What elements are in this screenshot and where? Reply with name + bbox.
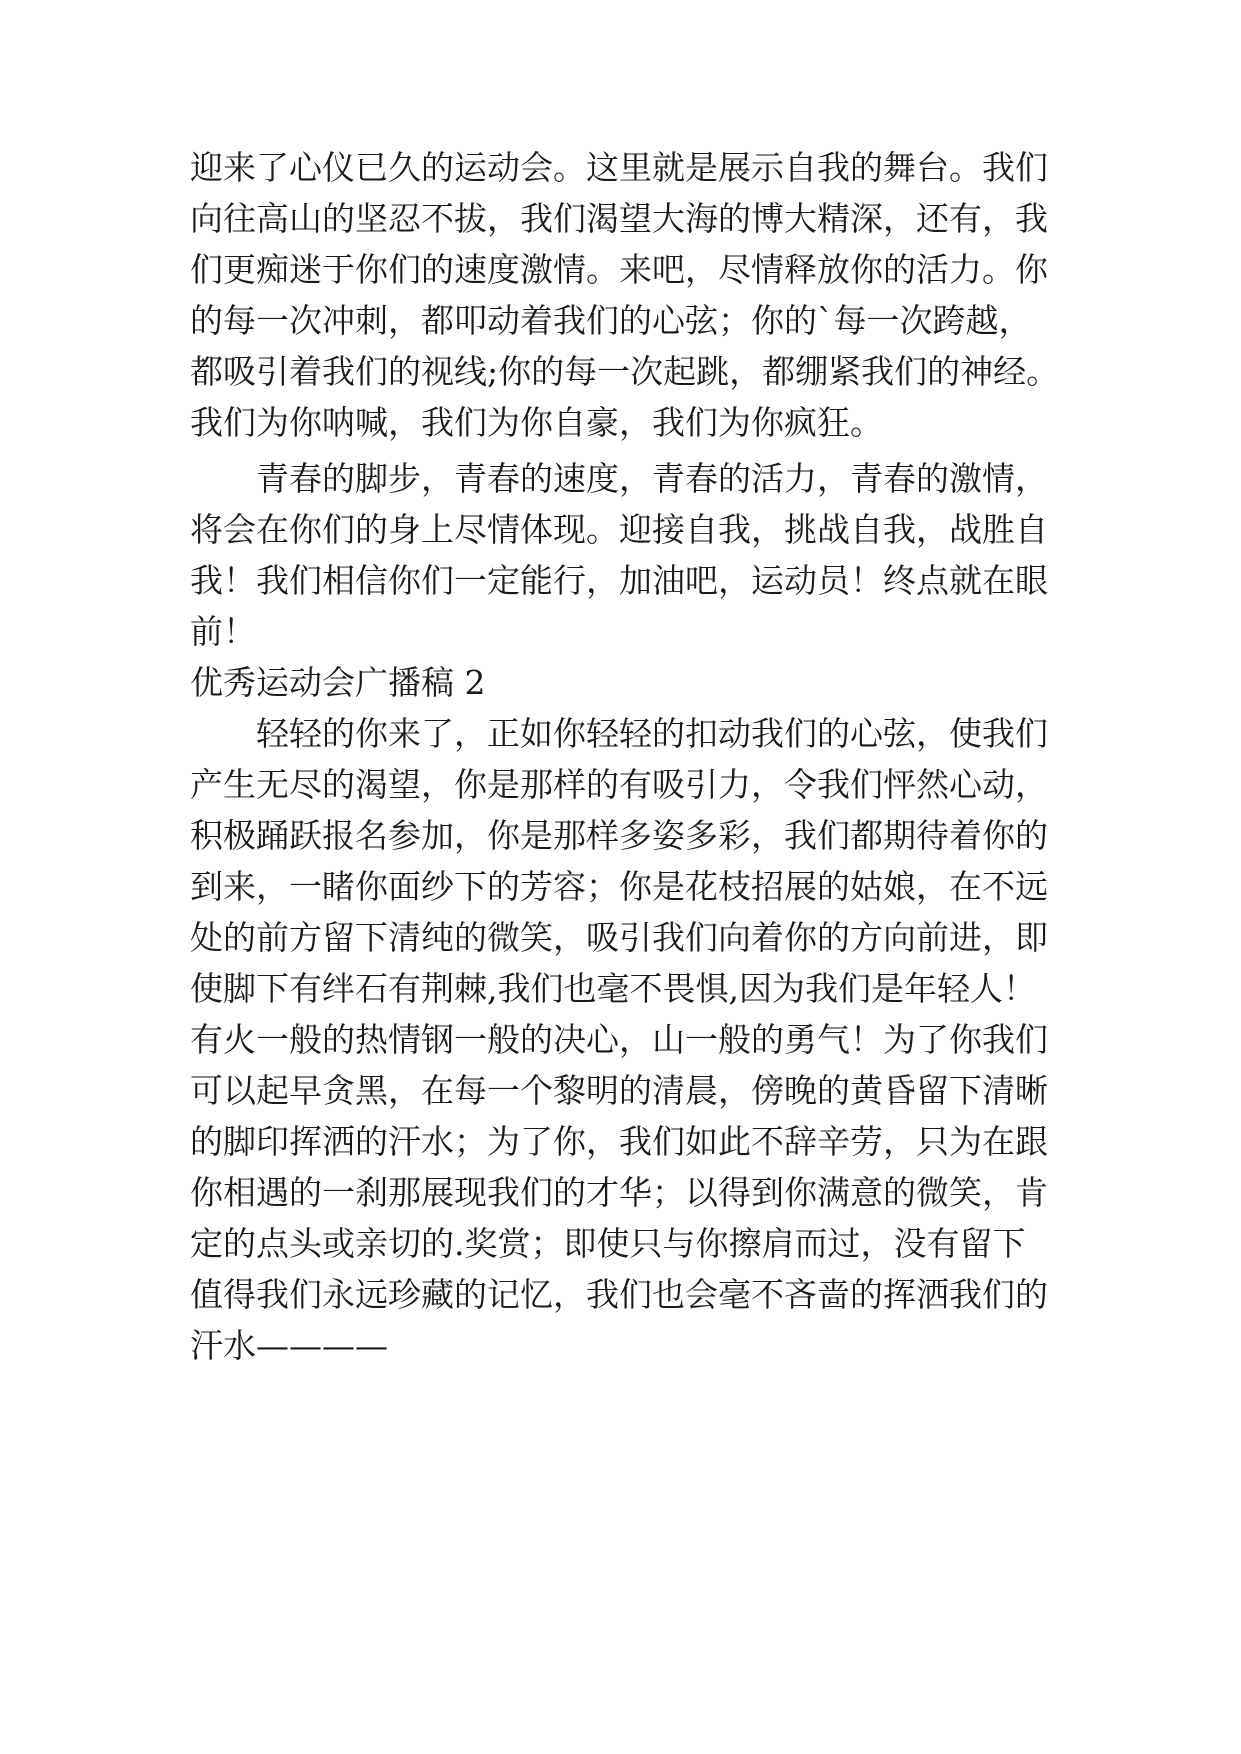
paragraph-3-line-6: 使脚下有绊石有荆棘,我们也毫不畏惧,因为我们是年轻人！: [190, 969, 1036, 1008]
paragraph-1-line-4: 的每一次冲刺，都叩动着我们的心弦；你的`每一次跨越，: [190, 301, 1032, 340]
paragraph-1-line-6: 我们为你呐喊，我们为你自豪，我们为你疯狂。: [190, 403, 883, 442]
paragraph-2-line-3: 我！我们相信你们一定能行，加油吧，运动员！终点就在眼: [190, 561, 1048, 600]
paragraph-1-line-3: 们更痴迷于你们的速度激情。来吧，尽情释放你的活力。你: [190, 250, 1048, 289]
paragraph-3-line-3: 积极踊跃报名参加，你是那样多姿多彩，我们都期待着你的: [190, 816, 1048, 855]
paragraph-3-line-11: 定的点头或亲切的.奖赏；即使只与你擦肩而过，没有留下: [190, 1224, 1026, 1263]
paragraph-3-line-2: 产生无尽的渴望，你是那样的有吸引力，令我们怦然心动，: [190, 765, 1048, 804]
paragraph-2-line-2: 将会在你们的身上尽情体现。迎接自我，挑战自我，战胜自: [190, 510, 1048, 549]
paragraph-3-line-7: 有火一般的热情钢一般的决心，山一般的勇气！为了你我们: [190, 1020, 1048, 1059]
paragraph-3-line-4: 到来，一睹你面纱下的芳容；你是花枝招展的姑娘，在不远: [190, 867, 1048, 906]
paragraph-3-line-9: 的脚印挥洒的汗水；为了你，我们如此不辞辛劳，只为在跟: [190, 1122, 1048, 1161]
paragraph-1-line-1: 迎来了心仪已久的运动会。这里就是展示自我的舞台。我们: [190, 148, 1048, 187]
paragraph-3-line-8: 可以起早贪黑，在每一个黎明的清晨，傍晚的黄昏留下清晰: [190, 1071, 1048, 1110]
paragraph-3-line-1: 轻轻的你来了，正如你轻轻的扣动我们的心弦，使我们: [256, 714, 1048, 753]
paragraph-2-line-1: 青春的脚步，青春的速度，青春的活力，青春的激情，: [256, 459, 1048, 498]
paragraph-3-line-13: 汗水————: [190, 1326, 388, 1365]
paragraph-3-line-10: 你相遇的一刹那展现我们的才华；以得到你满意的微笑，肯: [190, 1173, 1048, 1212]
paragraph-3-line-12: 值得我们永远珍藏的记忆，我们也会毫不吝啬的挥洒我们的: [190, 1275, 1048, 1314]
paragraph-2-line-4: 前！: [190, 612, 256, 651]
paragraph-1-line-5: 都吸引着我们的视线;你的每一次起跳，都绷紧我们的神经。: [190, 352, 1060, 391]
paragraph-3-line-5: 处的前方留下清纯的微笑，吸引我们向着你的方向前进，即: [190, 918, 1048, 957]
section-heading: 优秀运动会广播稿 2: [190, 663, 486, 702]
paragraph-1-line-2: 向往高山的坚忍不拔，我们渴望大海的博大精深，还有，我: [190, 199, 1048, 238]
